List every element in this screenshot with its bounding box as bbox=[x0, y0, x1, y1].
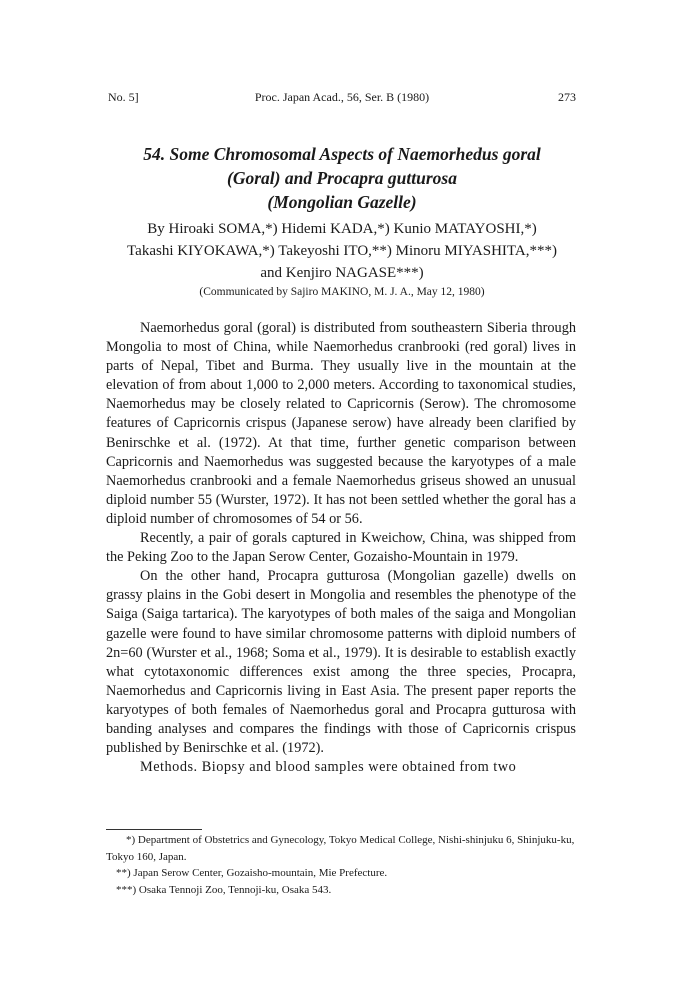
footnotes bbox=[106, 832, 576, 898]
footnote-divider bbox=[106, 829, 202, 830]
authors-line-2: Takashi KIYOKAWA,*) Takeyoshi ITO,**) Minoru MIYASHITA,***) bbox=[127, 243, 557, 259]
page-number: 273 bbox=[558, 90, 576, 104]
title-line-2: (Goral) and Procapra gutturosa bbox=[227, 168, 457, 188]
body-paragraph-intro: Naemorhedus goral (goral) is distributed from southeastern Siberia through Mongolia to most of China, while Naemorhedus cranbrooki (red goral) lives in parts of Nepal, Tibet and Burma. They usually live in the mountain at the elevation of from about 1,000 to 2,000 meters. According to taxonomical studies, Naemorhedus may be closely related to Capricornis (Serow). The chromosome features of Capricornis crispus (Japanese serow) have already been clarified by Benirschke et al. (1972). At that time, further genetic comparison between Capricornis and Naemorhedus was suggested because the karyotypes of a male Naemorhedus cranbrooki and a female Naemorhedus griseus showed an unusual diploid number 55 (Wurster, 1972). It has not been settled whether the goral has a diploid number of chromosomes of 54 or 56. bbox=[106, 320, 576, 527]
title-line-3: (Mongolian Gazelle) bbox=[267, 192, 417, 212]
communicated-by-note: (Communicated by Sajiro MAKINO, M. J. A., May 12, 1980) bbox=[199, 286, 485, 298]
author-list bbox=[100, 218, 584, 284]
body-paragraph-gorals-captured: Recently, a pair of gorals captured in Kweichow, China, was shipped from the Peking Zoo to the Japan Serow Center, Gozaisho-Mountain in 1979. bbox=[106, 530, 576, 566]
running-header bbox=[108, 88, 576, 106]
footnote-3: ***) Osaka Tennoji Zoo, Tennoji-ku, Osaka 543. bbox=[116, 883, 332, 896]
article-body bbox=[106, 319, 576, 777]
authors-line-3: and Kenjiro NAGASE***) bbox=[260, 265, 424, 281]
body-paragraph-mongolian-gazelle: On the other hand, Procapra gutturosa (Mongolian gazelle) dwells on grassy plains in the Gobi desert in Mongolia and resembles the phenotype of the Saiga (Saiga tartarica). The karyotypes of both males of the saiga and Mongolian gazelle were found to have similar chromosome patterns with diploid numbers of 2n=60 (Wurster et al., 1968; Soma et al., 1979). It is desirable to establish exactly what cytotaxonomic differences exist among the three species, Procapra, Naemorhedus and Capricornis living in East Asia. The present paper reports the karyotypes of both females of Naemorhedus goral and Procapra gutturosa with banding analyses and compares the findings with those of Capricornis crispus published by Benirschke et al. (1972). bbox=[106, 568, 576, 757]
footnote-1: *) Department of Obstetrics and Gynecology, Tokyo Medical College, Nishi-shinjuku 6, Shinjuku-ku, Tokyo 160, Japan. bbox=[106, 834, 575, 863]
journal-citation: Proc. Japan Acad., 56, Ser. B (1980) bbox=[254, 90, 430, 104]
issue-number: No. 5] bbox=[108, 90, 139, 104]
authors-line-1: By Hiroaki SOMA,*) Hidemi KADA,*) Kunio MATAYOSHI,*) bbox=[147, 221, 537, 237]
article-title bbox=[100, 142, 584, 214]
footnote-2: **) Japan Serow Center, Gozaisho-mountain, Mie Prefecture. bbox=[116, 867, 388, 879]
body-paragraph-methods: Methods. Biopsy and blood samples were obtained from two bbox=[140, 759, 517, 776]
title-line-1: 54. Some Chromosomal Aspects of Naemorhedus goral bbox=[143, 144, 541, 164]
